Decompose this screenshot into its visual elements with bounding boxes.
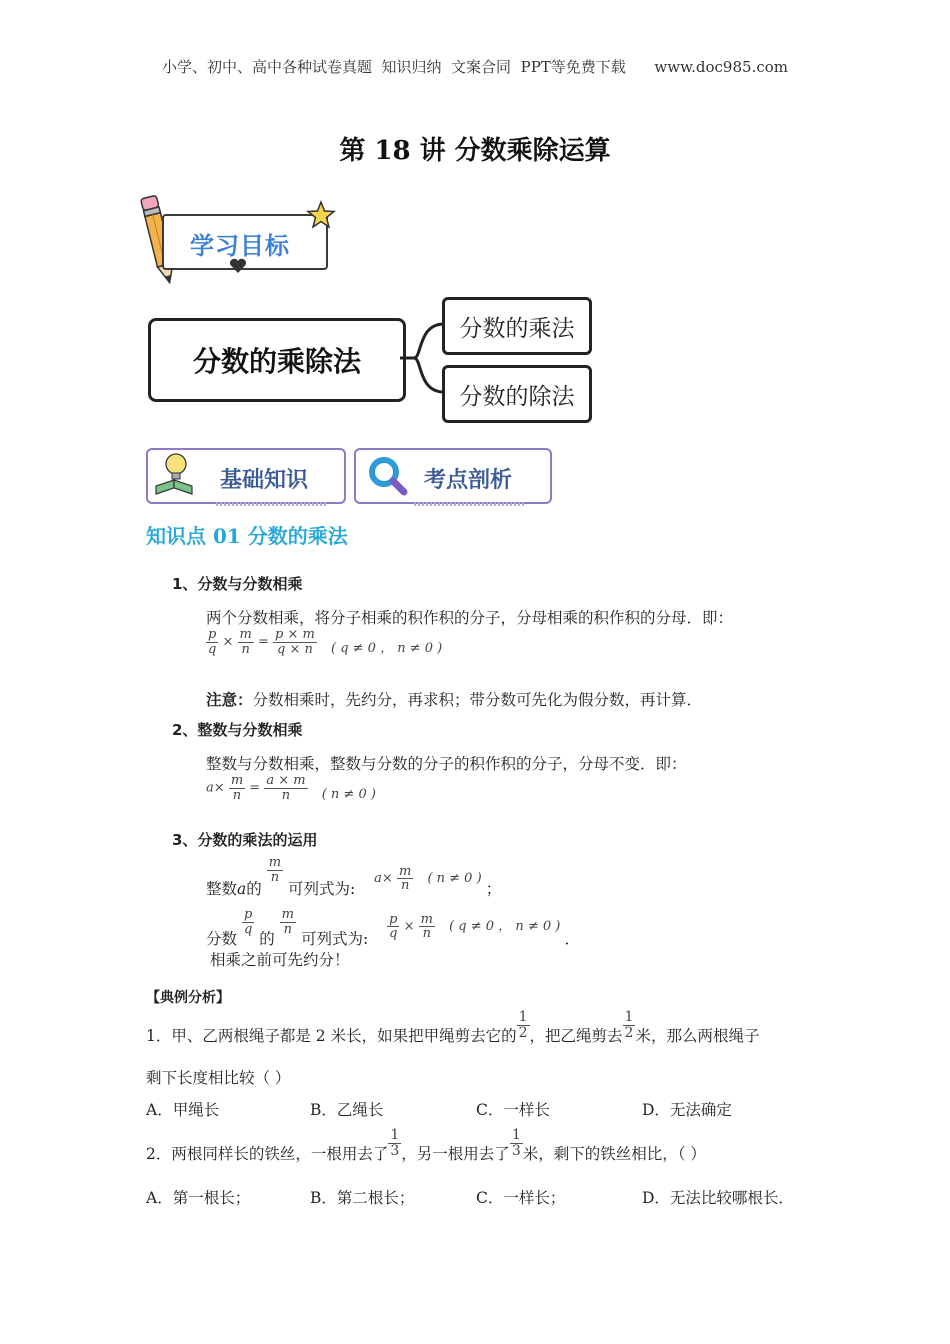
- mindmap-child-divide: 分数的除法: [442, 365, 592, 423]
- knowledge-point-title: 知识点 01 分数的乘法: [146, 524, 348, 548]
- section-2-text: 整数与分数相乘，整数与分数的分子的积作积的分子，分母不变．即：: [206, 755, 687, 773]
- question-2-option-a[interactable]: A．第一根长；: [146, 1189, 251, 1207]
- mindmap-child-multiply: 分数的乘法: [442, 297, 592, 355]
- page-header: 小学、初中、高中各种试卷真题 知识归纳 文案合同 PPT等免费下载 www.doc985.com: [161, 58, 788, 76]
- star-icon: [306, 200, 336, 230]
- question-1-option-b[interactable]: B．乙绳长: [310, 1101, 384, 1119]
- section-3-line-1: 整数a的 $\frac{m}{n}$ 可列式为: $_{a\times \frac{m}{n} ( n \ne 0 )}$ ；: [206, 855, 502, 899]
- question-1-line-1: 1．甲、乙两根绳子都是 2 米长，如果把甲绳剪去它的 $\frac{1}{2}$ ，把乙绳剪去 $\frac{1}{2}$ 米，那么两根绳子: [146, 1009, 760, 1046]
- question-2-option-b[interactable]: B．第二根长；: [310, 1189, 415, 1207]
- question-1-option-a[interactable]: A．甲绳长: [146, 1101, 220, 1119]
- formula-fraction-times-fraction: $\frac{p}{q}$ × $\frac{m}{n}$ = $\frac{p \times m}{q \times n}$ ( q ≠ 0 ， n ≠ 0 ): [208, 627, 443, 657]
- question-2-line: 2．两根同样长的铁丝，一根用去了 $\frac{1}{3}$ ，另一根用去了 $\frac{1}{3}$ 米，剩下的铁丝相比，（ ）: [146, 1127, 706, 1164]
- section-1-title: 1、分数与分数相乘: [172, 575, 303, 593]
- section-2-title: 2、整数与分数相乘: [172, 721, 303, 739]
- section-3-line-2: 分数 $\frac{p}{q}$ 的 $\frac{m}{n}$ 可列式为: $_{\frac{p}{q} \times \frac{m}{n} ( q \ne 0 , n \ne 0 )}$ ．: [206, 907, 580, 949]
- example-label: 【典例分析】: [146, 990, 230, 1006]
- question-1-option-d[interactable]: D．无法确定: [642, 1101, 732, 1119]
- tab-underline-dots: [146, 500, 342, 508]
- mindmap-root: 分数的乘除法: [148, 318, 406, 402]
- section-3-title: 3、分数的乘法的运用: [172, 831, 318, 849]
- tab-exam-analysis-label: 考点剖析: [424, 468, 513, 493]
- tab-basic-knowledge-label: 基础知识: [220, 468, 309, 493]
- section-1-note: 注意：分数相乘时，先约分，再求积；带分数可先化为假分数，再计算．: [206, 690, 703, 709]
- question-1-line-2: 剩下长度相比较（ ）: [146, 1069, 291, 1087]
- question-1-option-c[interactable]: C．一样长: [476, 1101, 550, 1119]
- tab-underline-dots-2: [354, 500, 548, 508]
- section-3-line-3: 相乘之前可先约分！: [210, 951, 350, 969]
- question-2-option-d[interactable]: D．无法比较哪根长．: [642, 1189, 794, 1207]
- magnifier-icon: [368, 456, 408, 496]
- page-title: 第 18 讲 分数乘除运算: [339, 136, 611, 166]
- formula-integer-times-fraction: a× $\frac{m}{n}$ = $\frac{a \times m}{n}$ ( n ≠ 0 ): [206, 773, 376, 803]
- learning-goal-label: 学习目标: [190, 232, 290, 260]
- lightbulb-book-icon: [152, 450, 196, 498]
- mindmap-connector: [400, 318, 446, 398]
- section-1-text: 两个分数相乘，将分子相乘的积作积的分子，分母相乘的积作积的分母．即：: [206, 609, 734, 627]
- question-2-option-c[interactable]: C．一样长；: [476, 1189, 566, 1207]
